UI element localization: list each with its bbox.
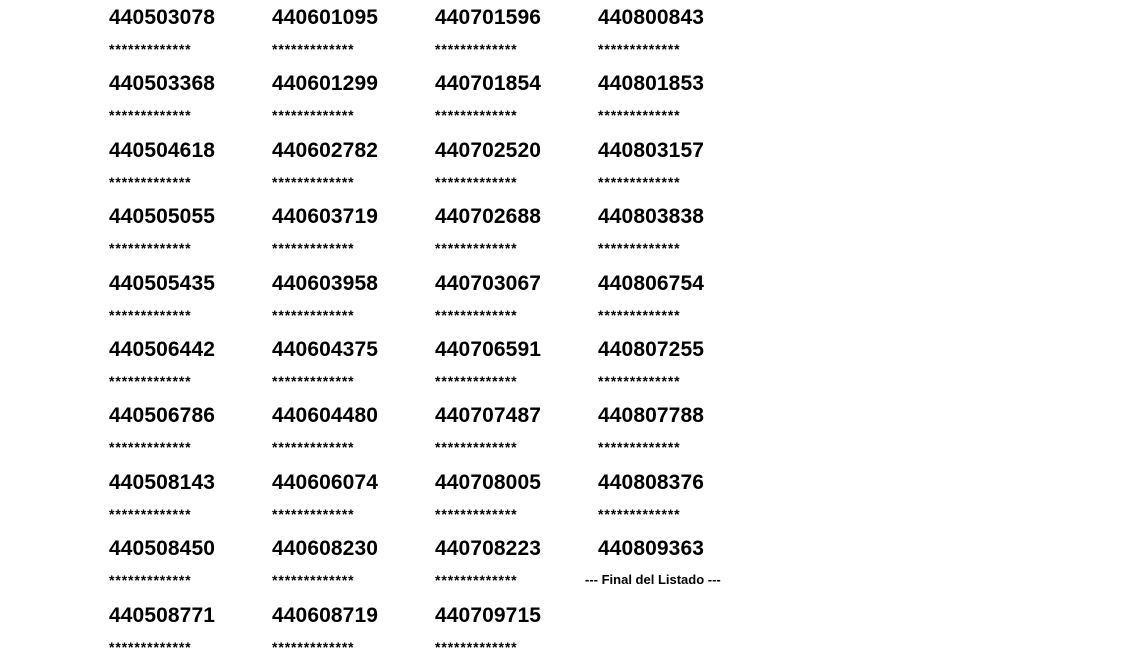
list-item [272, 266, 432, 333]
masked-value: ************* [272, 638, 355, 655]
list-item [435, 531, 595, 598]
record-number: 440803157 [598, 138, 705, 162]
list-item [109, 66, 269, 133]
record-number: 440707487 [435, 404, 542, 428]
masked-value: ************* [598, 173, 681, 190]
list-item [272, 531, 432, 598]
masked-value: ************* [435, 306, 518, 323]
list-item [272, 598, 432, 664]
list-item [109, 598, 269, 664]
masked-value: ************* [598, 107, 681, 124]
record-number: 440807255 [598, 338, 705, 361]
list-item [598, 398, 758, 465]
masked-value: ************* [109, 505, 192, 522]
record-number: 440706591 [435, 338, 542, 361]
record-number: 440604375 [272, 338, 379, 361]
record-number: 440606074 [272, 470, 379, 494]
masked-value: ************* [109, 439, 192, 456]
record-number: 440602782 [272, 138, 379, 162]
masked-value: ************* [109, 306, 192, 323]
masked-value: ************* [435, 373, 518, 389]
list-item [272, 199, 432, 266]
masked-value: ************* [109, 572, 192, 589]
masked-value: ************* [109, 173, 192, 190]
record-number: 440506442 [109, 338, 216, 361]
record-number: 440809363 [598, 537, 705, 561]
record-number: 440808376 [598, 470, 705, 494]
masked-value: ************* [598, 439, 681, 456]
record-number: 440806754 [598, 271, 705, 295]
record-number: 440702688 [435, 205, 542, 229]
masked-value: ************* [435, 638, 518, 655]
list-item [109, 133, 269, 200]
list-item [109, 398, 269, 465]
record-number: 440708223 [435, 537, 542, 561]
masked-value: ************* [272, 240, 355, 257]
list-item [435, 465, 595, 532]
masked-value: ************* [435, 572, 518, 589]
record-number: 440703067 [435, 271, 542, 295]
masked-value: ************* [109, 107, 192, 124]
list-item [598, 199, 758, 266]
record-number: 440709715 [435, 603, 542, 627]
list-item [598, 133, 758, 200]
list-item [435, 332, 595, 399]
list-item [435, 398, 595, 465]
masked-value: ************* [109, 638, 192, 655]
masked-value: ************* [598, 505, 681, 522]
masked-value: ************* [272, 107, 355, 124]
masked-value: ************* [435, 41, 518, 57]
masked-value: ************* [272, 572, 355, 589]
masked-value: ************* [272, 505, 355, 522]
list-item [272, 398, 432, 465]
record-number: 440508143 [109, 470, 216, 494]
masked-value: ************* [272, 373, 355, 389]
masked-value: ************* [435, 173, 518, 190]
record-number: 440506786 [109, 404, 216, 428]
masked-value: ************* [598, 373, 681, 389]
masked-value: ************* [435, 107, 518, 124]
list-item [109, 266, 269, 333]
masked-value: ************* [109, 41, 192, 57]
record-number: 440505435 [109, 271, 216, 295]
list-item [598, 465, 758, 532]
masked-value: ************* [272, 306, 355, 323]
record-number: 440603958 [272, 271, 379, 295]
list-item [435, 266, 595, 333]
record-number: 440504618 [109, 138, 216, 162]
list-item [109, 531, 269, 598]
list-item [598, 0, 758, 67]
record-number: 440601095 [272, 6, 379, 29]
record-number: 440708005 [435, 470, 542, 494]
list-item [272, 0, 432, 67]
list-item [435, 0, 595, 67]
masked-value: ************* [435, 505, 518, 522]
record-number: 440701596 [435, 6, 542, 29]
masked-value: ************* [598, 240, 681, 257]
record-number: 440801853 [598, 72, 705, 96]
record-number: 440701854 [435, 72, 542, 96]
list-item [598, 332, 758, 399]
record-number: 440604480 [272, 404, 379, 428]
masked-value: ************* [272, 439, 355, 456]
masked-value: ************* [435, 240, 518, 257]
masked-value: ************* [272, 41, 355, 57]
list-item [435, 199, 595, 266]
list-item [435, 133, 595, 200]
record-number: 440608719 [272, 603, 379, 627]
list-item [109, 332, 269, 399]
record-number: 440608230 [272, 537, 379, 561]
record-number: 440603719 [272, 205, 379, 229]
record-number: 440508450 [109, 537, 216, 561]
list-item [272, 66, 432, 133]
list-item [435, 598, 595, 664]
record-number: 440505055 [109, 205, 216, 229]
masked-value: ************* [272, 173, 355, 190]
masked-value: ************* [435, 439, 518, 456]
record-number: 440508771 [109, 603, 216, 627]
record-number: 440601299 [272, 72, 379, 96]
masked-value: ************* [598, 306, 681, 323]
list-item [272, 465, 432, 532]
list-item [435, 66, 595, 133]
list-item [272, 133, 432, 200]
list-item [109, 0, 269, 67]
list-item [598, 266, 758, 333]
record-number: 440702520 [435, 138, 542, 162]
record-number: 440803838 [598, 205, 705, 229]
masked-value: ************* [598, 41, 681, 57]
end-of-list-marker: --- Final del Listado --- [585, 572, 721, 587]
masked-value: ************* [109, 240, 192, 257]
list-item [109, 199, 269, 266]
list-item [598, 66, 758, 133]
record-number: 440800843 [598, 6, 705, 29]
record-number: 440503078 [109, 6, 216, 29]
list-item [272, 332, 432, 399]
record-number: 440503368 [109, 72, 216, 96]
masked-value: ************* [109, 373, 192, 389]
record-number: 440807788 [598, 404, 705, 428]
list-item [109, 465, 269, 532]
